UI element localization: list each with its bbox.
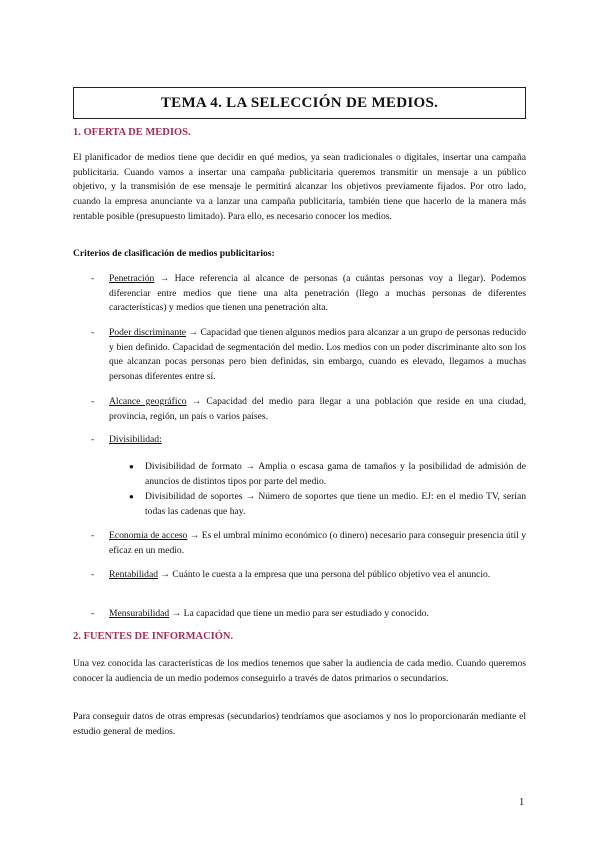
criterion-text: → La capacidad que tiene un medio para ser estudiado y conocido. — [169, 608, 429, 619]
section-1-paragraph: El planificador de medios tiene que decidir en qué medios, ya sean tradicionales o digitales, insertar una campaña publicitaria. Cuando vamos a insertar una campaña publicitaria queremos transmitir un mensaje a un público objetivo, y la transmisión de ese mensaje le permitirá alcanzar los objetivos previamente fijados. Por otro lado, cuando la empresa anunciante va a lanzar una campaña publicitaria, también tiene que hacerlo de la manera más rentable posible (presupuesto limitado). Para ello, es necesario conocer los medios. — [73, 152, 526, 222]
divisibility-item-formato — [129, 460, 526, 489]
criterion-text: → Cuánto le cuesta a la empresa que una persona del público objetivo vea el anuncio. — [158, 569, 491, 580]
criterion-text: → Capacidad que tienen algunos medios para alcanzar a un grupo de personas reducido y bien definido. Capacidad de segmentación del medio. Los medios con un poder discriminante alto son los que alcanzan pocas personas pero bien definidas, sin embargo, cuando es elevado, llegamos a muchas personas diferentes entre sí. — [109, 327, 527, 383]
dash-marker: - — [91, 434, 95, 445]
divisibility-text: Divisibilidad de soportes → Número de soportes que tiene un medio. EJ: en el medio TV, serían todas las cadenas que hay. — [145, 491, 526, 517]
criterion-term: Divisibilidad: — [109, 434, 162, 445]
criterion-text: → Hace referencia al alcance de personas (a cuántas personas voy a llegar). Podemos diferenciar entre medios que tiene una alta penetración (llego a muchas personas de diferentes características) y medios que tienen una penetración alta. — [109, 273, 526, 314]
criterion-term: Mensurabilidad — [109, 608, 170, 619]
section-2-paragraph-1: Una vez conocida las características de los medios tenemos que saber la audiencia de cada medio. Cuando queremos conocer la audiencia de un medio podemos conseguirlo a través de datos primarios o secundarios. — [73, 658, 526, 684]
criterion-penetracion — [91, 272, 526, 316]
criteria-heading: Criterios de clasificación de medios publicitarios: — [73, 248, 275, 259]
criterion-term: Rentabilidad — [109, 569, 159, 580]
page-number: 1 — [519, 797, 525, 808]
dash-marker: - — [91, 569, 95, 580]
dash-marker: - — [91, 530, 95, 541]
dash-marker: - — [91, 608, 95, 619]
bullet-icon: ● — [129, 492, 134, 501]
criterion-text: → Es el umbral mínimo económico (o dinero) necesario para conseguir presencia útil y eficaz en un medio. — [109, 530, 526, 556]
criterion-term: Poder discriminante — [109, 327, 187, 338]
criterion-term: Economía de acceso — [109, 530, 188, 541]
criterion-term: Alcance geográfico — [109, 396, 187, 407]
criterion-rentabilidad — [91, 568, 526, 583]
criterion-alcance-geografico — [91, 395, 526, 424]
page-title: TEMA 4. LA SELECCIÓN DE MEDIOS. — [160, 94, 439, 111]
dash-marker: - — [91, 327, 95, 338]
criterion-text: → Capacidad del medio para llegar a una población que reside en una ciudad, provincia, región, un país o varios países. — [109, 396, 526, 422]
criterion-economia-de-acceso — [91, 529, 526, 558]
section-2-paragraph-2: Para conseguir datos de otras empresas (secundarios) tendríamos que asociamos y nos lo proporcionarán mediante el estudio general de medios. — [73, 711, 526, 737]
section-2-heading: 2. FUENTES DE INFORMACIÓN. — [73, 631, 234, 642]
section-1-heading: 1. OFERTA DE MEDIOS. — [73, 127, 191, 138]
title-box — [73, 87, 526, 119]
criterion-term: Penetración — [109, 273, 155, 284]
dash-marker: - — [91, 273, 95, 284]
divisibility-text: Divisibilidad de formato → Amplia o escasa gama de tamaños y la posibilidad de admisión de anuncios de distintos tipos por parte del medio. — [145, 461, 526, 487]
criterion-divisibilidad — [91, 433, 526, 448]
criterion-mensurabilidad — [91, 607, 526, 622]
divisibility-item-soportes — [129, 490, 526, 519]
dash-marker: - — [91, 396, 95, 407]
criterion-poder-discriminante — [91, 326, 526, 385]
bullet-icon: ● — [129, 462, 134, 471]
